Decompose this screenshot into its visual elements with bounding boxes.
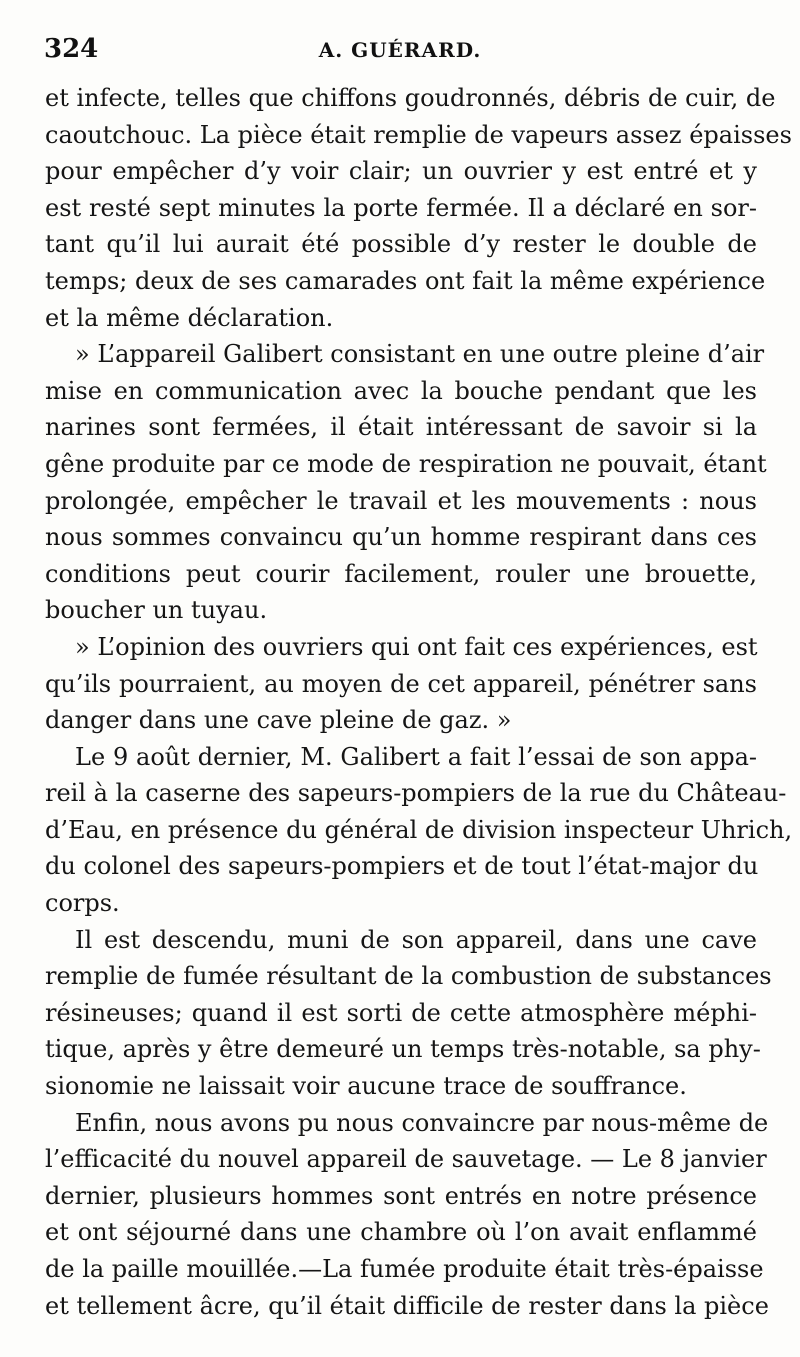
text-line: corps. [45, 889, 120, 918]
page-number: 324 [44, 34, 99, 64]
text-line: dernier, plusieurs hommes sont entrés en notre présence [45, 1181, 757, 1210]
paragraph [45, 80, 792, 336]
text-line: et infecte, telles que chiffons goudronnés, débris de cuir, de [45, 84, 776, 112]
text-line: Le 9 août dernier, M. Galibert a fait l’essai de son appa- [75, 742, 757, 771]
text-line: conditions peut courir facilement, rouler une brouette, [45, 559, 757, 588]
text-line: qu’ils pourraient, au moyen de cet appareil, pénétrer sans [45, 669, 757, 698]
text-line: danger dans une cave pleine de gaz. » [45, 706, 512, 735]
paragraph [45, 922, 772, 1105]
text-line: sionomie ne laissait voir aucune trace de souffrance. [45, 1072, 687, 1101]
text-line: et tellement âcre, qu’il était difficile de rester dans la pièce [45, 1291, 769, 1320]
text-line: » L’opinion des ouvriers qui ont fait ces expériences, est [75, 632, 758, 661]
paragraph [45, 629, 757, 739]
paragraph [45, 336, 767, 629]
text-line: et ont séjourné dans une chambre où l’on avait enflammé [45, 1218, 757, 1247]
text-line: tant qu’il lui aurait été possible d’y rester le double de [45, 230, 757, 259]
text-line: est resté sept minutes la porte fermée. Il a déclaré en sor- [45, 193, 757, 222]
text-line: temps; deux de ses camarades ont fait la même expérience [45, 266, 766, 295]
text-line: de la paille mouillée.—La fumée produite était très-épaisse [45, 1255, 764, 1283]
text-line: mise en communication avec la bouche pendant que les [45, 376, 757, 405]
text-line: narines sont fermées, il était intéressant de savoir si la [45, 413, 757, 442]
text-line: reil à la caserne des sapeurs-pompiers de la rue du Château- [45, 779, 787, 808]
text-line: pour empêcher d’y voir clair; un ouvrier y est entré et y [45, 157, 757, 186]
text-line: Il est descendu, muni de son appareil, dans une cave [75, 925, 757, 954]
text-line: nous sommes convaincu qu’un homme respirant dans ces [45, 523, 757, 552]
body-text [45, 80, 793, 1324]
text-line: d’Eau, en présence du général de division inspecteur Uhrich, [45, 815, 793, 844]
text-line: boucher un tuyau. [45, 596, 268, 625]
text-line: caoutchouc. La pièce était remplie de vapeurs assez épaisses [45, 120, 792, 149]
text-line: remplie de fumée résultant de la combustion de substances [45, 962, 772, 991]
text-line: prolongée, empêcher le travail et les mouvements : nous [45, 486, 757, 515]
text-line: tique, après y être demeuré un temps très-notable, sa phy- [45, 1035, 761, 1064]
text-line: l’efficacité du nouvel appareil de sauvetage. — Le 8 janvier [45, 1145, 767, 1174]
text-line: » L’appareil Galibert consistant en une outre pleine d’air [75, 340, 765, 369]
text-line: Enfin, nous avons pu nous convaincre par nous-même de [75, 1108, 769, 1137]
running-head [44, 28, 756, 68]
running-head-author: A. GUÉRARD. [318, 38, 482, 62]
text-line: du colonel des sapeurs-pompiers et de tout l’état-major du [45, 852, 759, 881]
paragraph [45, 739, 793, 922]
text-line: gêne produite par ce mode de respiration ne pouvait, étant [45, 449, 767, 478]
text-line: résineuses; quand il est sorti de cette atmosphère méphi- [45, 998, 757, 1027]
text-line: et la même déclaration. [45, 303, 334, 332]
paragraph [45, 1105, 769, 1325]
